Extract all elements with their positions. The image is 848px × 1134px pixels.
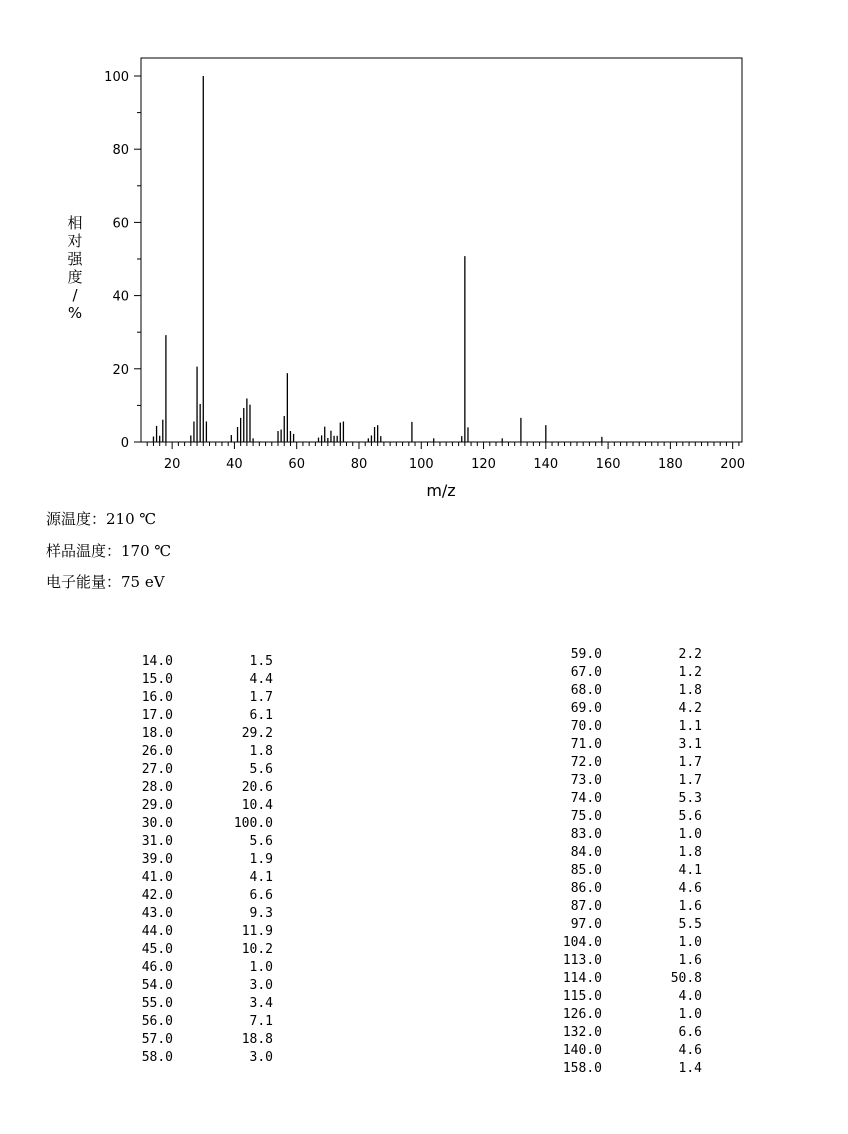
table-row [562,700,702,718]
mz-value: 46.0 [141,960,173,975]
table-row [133,977,273,995]
mz-value: 30.0 [141,816,173,831]
mz-value: 15.0 [141,672,173,687]
x-tick-label: 100 [408,457,434,472]
table-row [562,646,702,664]
table-row [562,808,702,826]
table-row [562,754,702,772]
table-row [562,682,702,700]
abundance-value: 4.6 [678,881,702,896]
y-axis-label-char: % [67,304,83,322]
abundance-value: 1.1 [678,719,702,734]
abundance-value: 1.9 [249,852,273,867]
mz-value: 58.0 [141,1050,173,1065]
table-row [133,689,273,707]
mz-value: 140.0 [562,1043,602,1058]
abundance-value: 1.5 [249,654,273,669]
mz-value: 158.0 [562,1061,602,1076]
abundance-value: 1.2 [678,665,702,680]
y-tick-label: 100 [104,70,129,85]
mass-spectrum-chart [0,0,848,505]
abundance-value: 1.7 [678,773,702,788]
mz-value: 126.0 [562,1007,602,1022]
table-row [133,905,273,923]
x-tick-label: 200 [720,457,746,472]
table-row [562,988,702,1006]
mz-value: 68.0 [570,683,602,698]
abundance-value: 4.4 [249,672,273,687]
abundance-value: 4.6 [678,1043,702,1058]
table-row [133,887,273,905]
mz-value: 57.0 [141,1032,173,1047]
abundance-value: 1.8 [678,683,702,698]
abundance-value: 3.4 [249,996,273,1011]
mz-value: 132.0 [562,1025,602,1040]
abundance-value: 4.1 [678,863,702,878]
table-row [133,851,273,869]
mz-value: 86.0 [570,881,602,896]
x-tick-label: 120 [471,457,496,472]
abundance-value: 1.0 [249,960,273,975]
abundance-value: 5.6 [249,834,273,849]
mz-value: 74.0 [570,791,602,806]
peak-table-left [133,653,273,1067]
table-row [133,779,273,797]
abundance-value: 1.6 [678,899,702,914]
table-row [562,916,702,934]
abundance-value: 1.4 [678,1061,702,1076]
abundance-value: 3.0 [249,978,273,993]
mz-value: 59.0 [570,647,602,662]
peak-table-right [562,646,702,1078]
mz-value: 97.0 [570,917,602,932]
abundance-value: 1.6 [678,953,702,968]
table-row [562,1024,702,1042]
mz-value: 39.0 [141,852,173,867]
abundance-value: 6.6 [249,888,273,903]
mz-value: 72.0 [570,755,602,770]
y-axis-label-char: 相 [67,214,83,232]
table-row [133,743,273,761]
mz-value: 70.0 [570,719,602,734]
y-axis-label-char: 对 [67,232,83,250]
mz-value: 87.0 [570,899,602,914]
x-tick-label: 40 [226,457,243,472]
x-tick-label: 80 [350,457,368,472]
abundance-value: 11.9 [241,924,273,939]
abundance-value: 1.0 [678,827,702,842]
table-row [133,653,273,671]
table-row [562,844,702,862]
abundance-value: 100.0 [233,816,273,831]
abundance-value: 50.8 [670,971,702,986]
y-tick-label: 80 [112,143,129,159]
table-row [562,1042,702,1060]
abundance-value: 3.0 [249,1050,273,1065]
mz-value: 43.0 [141,906,173,921]
abundance-value: 18.8 [241,1032,273,1047]
source-temperature: 源温度：210 ℃ [46,510,157,528]
abundance-value: 1.7 [249,690,273,705]
table-row [133,833,273,851]
plot-frame [141,58,742,442]
mz-value: 71.0 [570,737,602,752]
table-row [133,671,273,689]
mz-value: 31.0 [141,834,173,849]
abundance-value: 7.1 [249,1014,273,1029]
mz-value: 28.0 [141,780,173,795]
table-row [133,941,273,959]
abundance-value: 5.6 [678,809,702,824]
mz-value: 56.0 [141,1014,173,1029]
table-row [133,1013,273,1031]
table-row [562,862,702,880]
mz-value: 14.0 [141,654,173,669]
abundance-value: 10.2 [241,942,273,957]
mz-value: 42.0 [141,888,173,903]
mz-value: 16.0 [141,690,173,705]
abundance-value: 1.7 [678,755,702,770]
table-row [562,898,702,916]
mz-value: 73.0 [570,773,602,788]
abundance-value: 1.8 [249,744,273,759]
mz-value: 69.0 [570,701,602,716]
table-row [562,952,702,970]
table-row [133,869,273,887]
mz-value: 55.0 [141,996,173,1011]
mz-value: 17.0 [141,708,173,723]
abundance-value: 6.6 [678,1025,702,1040]
table-row [133,815,273,833]
mz-value: 114.0 [562,971,602,986]
abundance-value: 5.6 [249,762,273,777]
y-axis-label-char: / [72,286,78,304]
spectrum-peaks [153,76,601,442]
y-axis-label-char: 强 [67,250,83,268]
table-row [133,725,273,743]
abundance-value: 4.0 [678,989,702,1004]
y-tick-label: 40 [112,289,129,305]
x-tick-label: 180 [657,457,683,472]
x-axis-label: m/z [426,481,456,500]
y-tick-label: 0 [120,436,129,451]
mz-value: 44.0 [141,924,173,939]
table-row [562,1060,702,1078]
y-tick-label: 20 [112,362,129,378]
abundance-value: 9.3 [249,906,273,921]
table-row [133,797,273,815]
table-row [133,1031,273,1049]
table-row [562,736,702,754]
y-axis-label-char: 度 [67,268,83,286]
abundance-value: 4.2 [678,701,702,716]
sample-temperature: 样品温度：170 ℃ [46,542,172,560]
y-axis-label [67,214,83,322]
abundance-value: 1.8 [678,845,702,860]
mz-value: 115.0 [562,989,602,1004]
mz-value: 84.0 [570,845,602,860]
table-row [133,959,273,977]
y-tick-label: 60 [112,216,129,232]
table-row [562,718,702,736]
table-row [562,772,702,790]
abundance-value: 20.6 [241,780,273,795]
x-tick-label: 160 [595,457,621,472]
abundance-value: 6.1 [249,708,273,723]
abundance-value: 29.2 [241,726,273,741]
mz-value: 85.0 [570,863,602,878]
mz-value: 83.0 [570,827,602,842]
x-tick-label: 20 [163,457,181,472]
mz-value: 29.0 [141,798,173,813]
abundance-value: 10.4 [241,798,273,813]
table-row [133,707,273,725]
abundance-value: 4.1 [249,870,273,885]
table-row [562,664,702,682]
electron-energy: 电子能量：75 eV [46,573,165,591]
table-row [562,970,702,988]
mz-value: 104.0 [562,935,602,950]
mz-value: 45.0 [141,942,173,957]
table-row [562,880,702,898]
mz-value: 113.0 [562,953,602,968]
abundance-value: 5.5 [678,917,702,932]
abundance-value: 3.1 [678,737,702,752]
mz-value: 27.0 [141,762,173,777]
mz-value: 18.0 [141,726,173,741]
x-tick-label: 140 [533,457,559,472]
mz-value: 54.0 [141,978,173,993]
mz-value: 75.0 [570,809,602,824]
table-row [133,995,273,1013]
x-tick-label: 60 [288,457,305,472]
mz-value: 26.0 [141,744,173,759]
table-row [133,923,273,941]
table-row [562,1006,702,1024]
table-row [562,934,702,952]
table-row [562,826,702,844]
abundance-value: 1.0 [678,1007,702,1022]
mz-value: 41.0 [141,870,173,885]
table-row [562,790,702,808]
table-row [133,761,273,779]
table-row [133,1049,273,1067]
mz-value: 67.0 [570,665,602,680]
abundance-value: 1.0 [678,935,702,950]
abundance-value: 5.3 [678,791,702,806]
abundance-value: 2.2 [678,647,702,662]
